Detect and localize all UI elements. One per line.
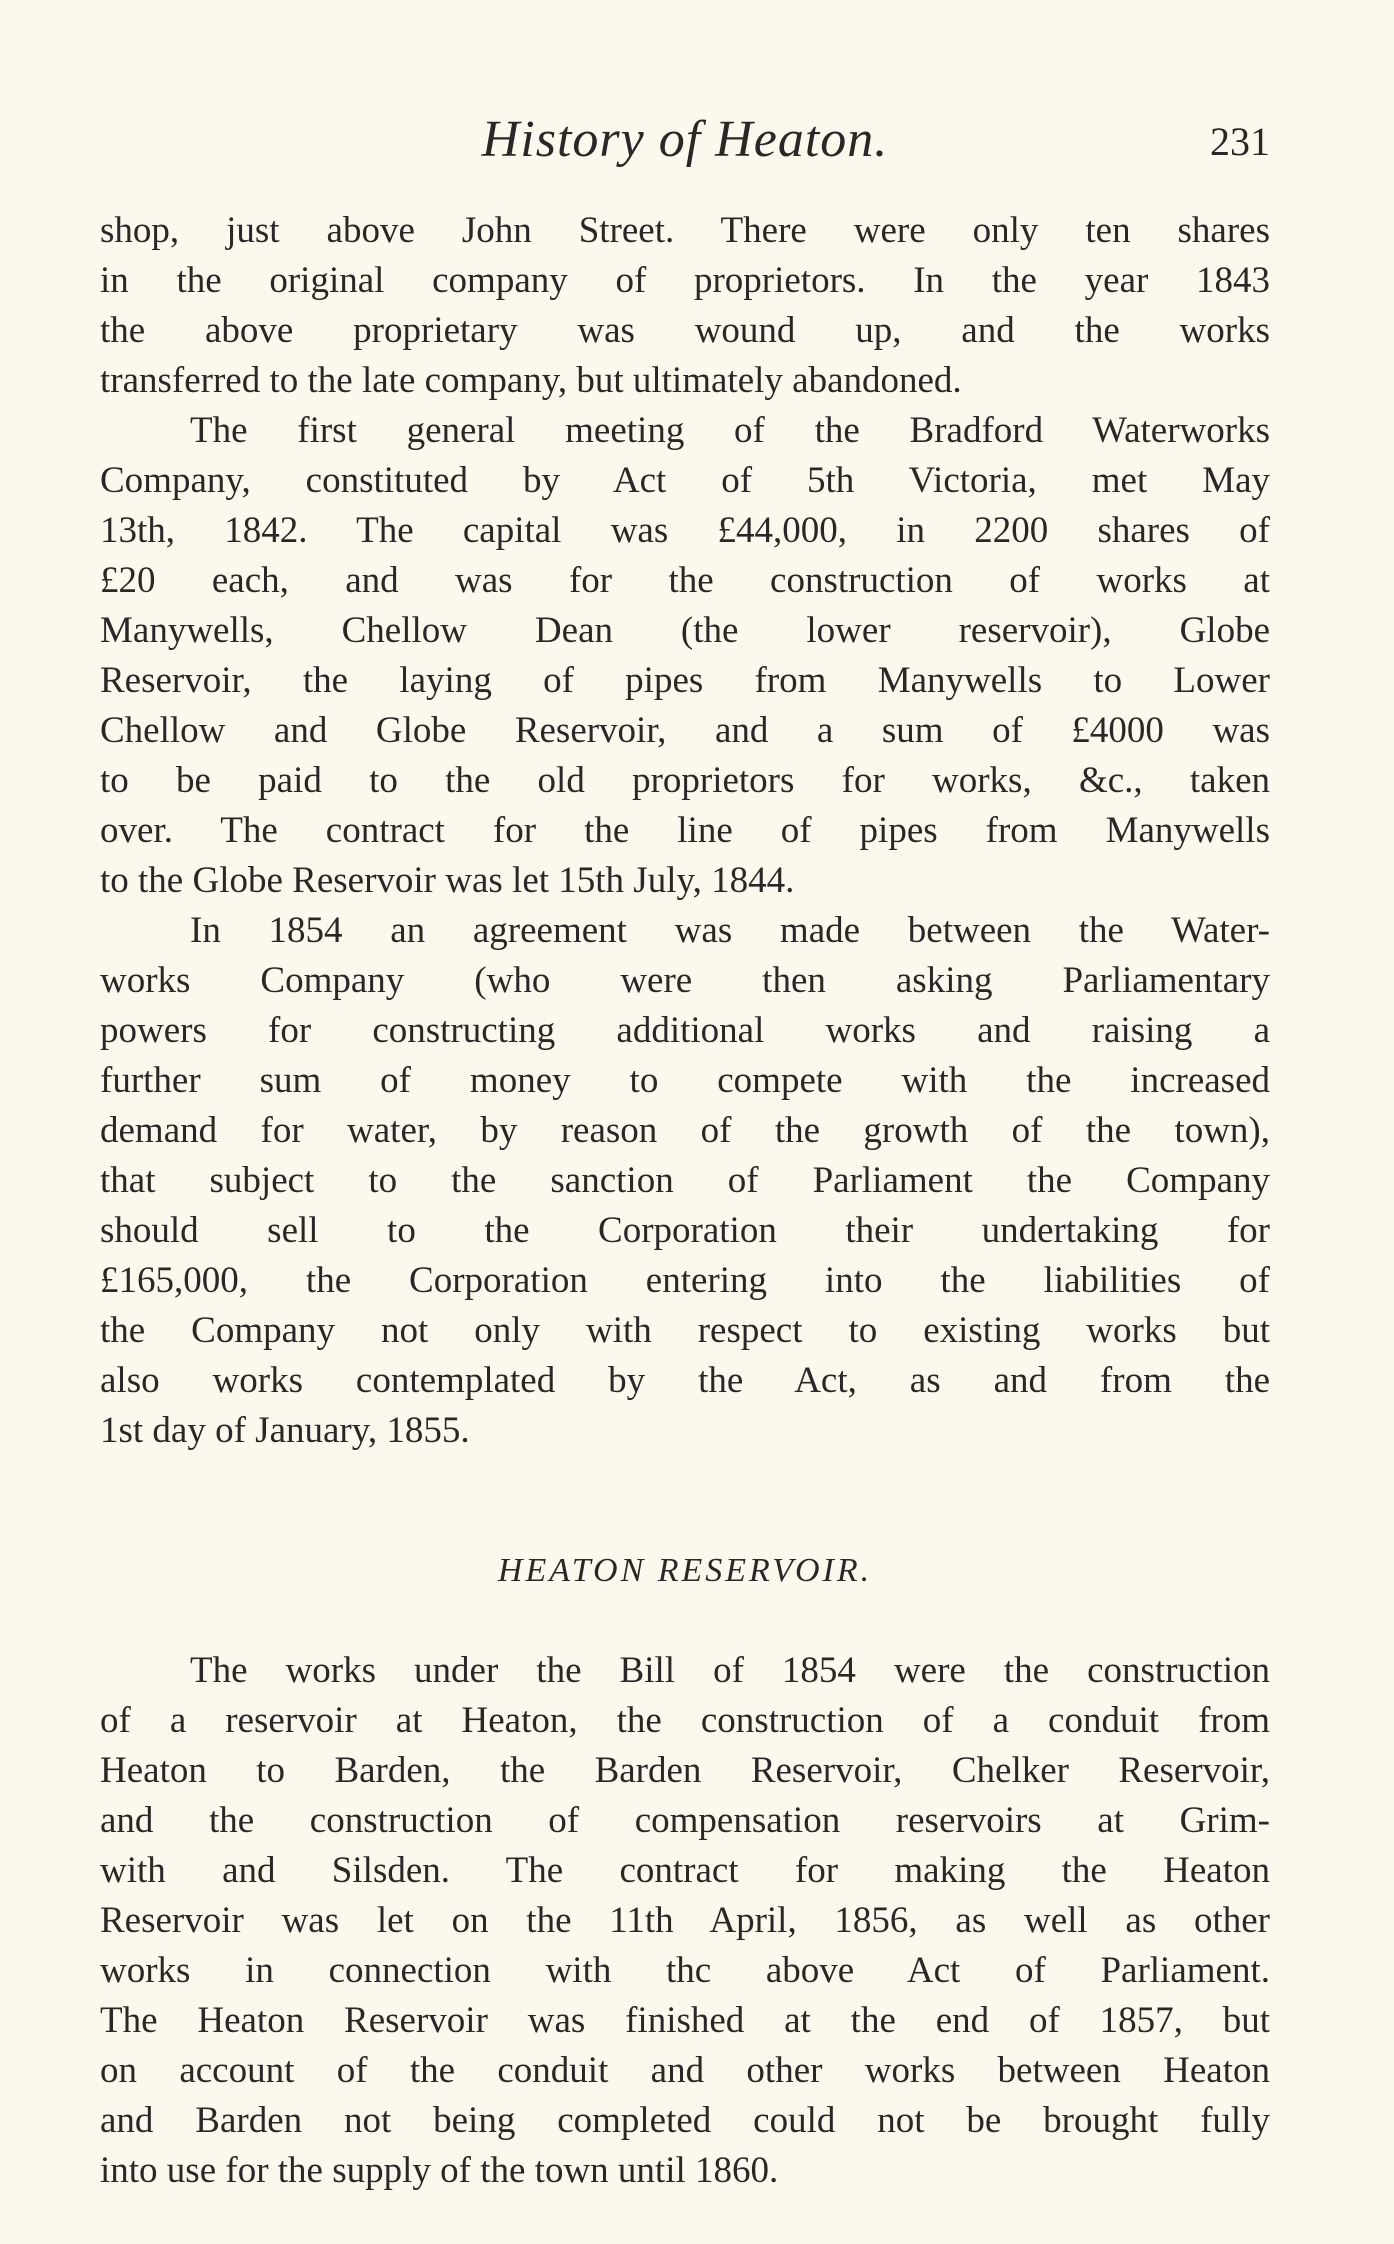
running-head — [100, 108, 1270, 172]
text-line: powers for constructing additional works and raising a — [100, 1010, 1270, 1051]
text-line: and the construction of compensation reservoirs at Grim- — [100, 1800, 1270, 1841]
paragraph-3 — [100, 906, 1270, 1456]
text-line: The first general meeting of the Bradford Waterworks — [190, 410, 1270, 451]
text-line: Reservoir, the laying of pipes from Manywells to Lower — [100, 660, 1270, 701]
text-line: into use for the supply of the town until 1860. — [100, 2150, 779, 2191]
body-text — [100, 206, 1270, 2196]
text-line: in the original company of proprietors. In the year 1843 — [100, 260, 1270, 301]
text-line: with and Silsden. The contract for making the Heaton — [100, 1850, 1270, 1891]
text-line: £20 each, and was for the construction of works at — [100, 560, 1270, 601]
page-number: 231 — [1210, 119, 1270, 164]
text-line: transferred to the late company, but ultimately abandoned. — [100, 360, 962, 401]
text-line: £165,000, the Corporation entering into the liabilities of — [100, 1260, 1270, 1301]
text-line: Company, constituted by Act of 5th Victoria, met May — [100, 460, 1270, 501]
text-line: works in connection with thc above Act of Parliament. — [100, 1950, 1270, 1991]
paragraph-4 — [100, 1646, 1270, 2196]
text-line: shop, just above John Street. There were only ten shares — [100, 210, 1270, 251]
running-title: History of Heaton. — [481, 111, 889, 168]
text-line: on account of the conduit and other works between Heaton — [100, 2050, 1270, 2091]
paragraph-2 — [100, 406, 1270, 906]
text-line: demand for water, by reason of the growth of the town), — [100, 1110, 1270, 1151]
text-line: to the Globe Reservoir was let 15th July, 1844. — [100, 860, 795, 901]
text-line: the Company not only with respect to existing works but — [100, 1310, 1270, 1351]
text-line: works Company (who were then asking Parliamentary — [100, 960, 1270, 1001]
text-line: 13th, 1842. The capital was £44,000, in 2200 shares of — [100, 510, 1270, 551]
text-line: also works contemplated by the Act, as and from the — [100, 1360, 1270, 1401]
text-line: Heaton to Barden, the Barden Reservoir, Chelker Reservoir, — [100, 1750, 1270, 1791]
section-heading: HEATON RESERVOIR. — [497, 1552, 873, 1589]
text-line: to be paid to the old proprietors for works, &c., taken — [100, 760, 1270, 801]
text-line: and Barden not being completed could not be brought fully — [100, 2100, 1270, 2141]
text-line: 1st day of January, 1855. — [100, 1410, 470, 1451]
text-line: Chellow and Globe Reservoir, and a sum of £4000 was — [100, 710, 1270, 751]
text-line: The works under the Bill of 1854 were the construction — [190, 1650, 1270, 1691]
text-line: of a reservoir at Heaton, the construction of a conduit from — [100, 1700, 1270, 1741]
text-line: Manywells, Chellow Dean (the lower reservoir), Globe — [100, 610, 1270, 651]
text-line: The Heaton Reservoir was finished at the end of 1857, but — [100, 2000, 1270, 2041]
text-line: should sell to the Corporation their undertaking for — [100, 1210, 1270, 1251]
text-line: the above proprietary was wound up, and the works — [100, 310, 1270, 351]
text-line: over. The contract for the line of pipes from Manywells — [100, 810, 1270, 851]
paragraph-1 — [100, 206, 1270, 406]
text-line: that subject to the sanction of Parliament the Company — [100, 1160, 1270, 1201]
text-line: In 1854 an agreement was made between the Water- — [190, 910, 1270, 951]
text-line: Reservoir was let on the 11th April, 1856, as well as other — [100, 1900, 1270, 1941]
text-line: further sum of money to compete with the increased — [100, 1060, 1270, 1101]
